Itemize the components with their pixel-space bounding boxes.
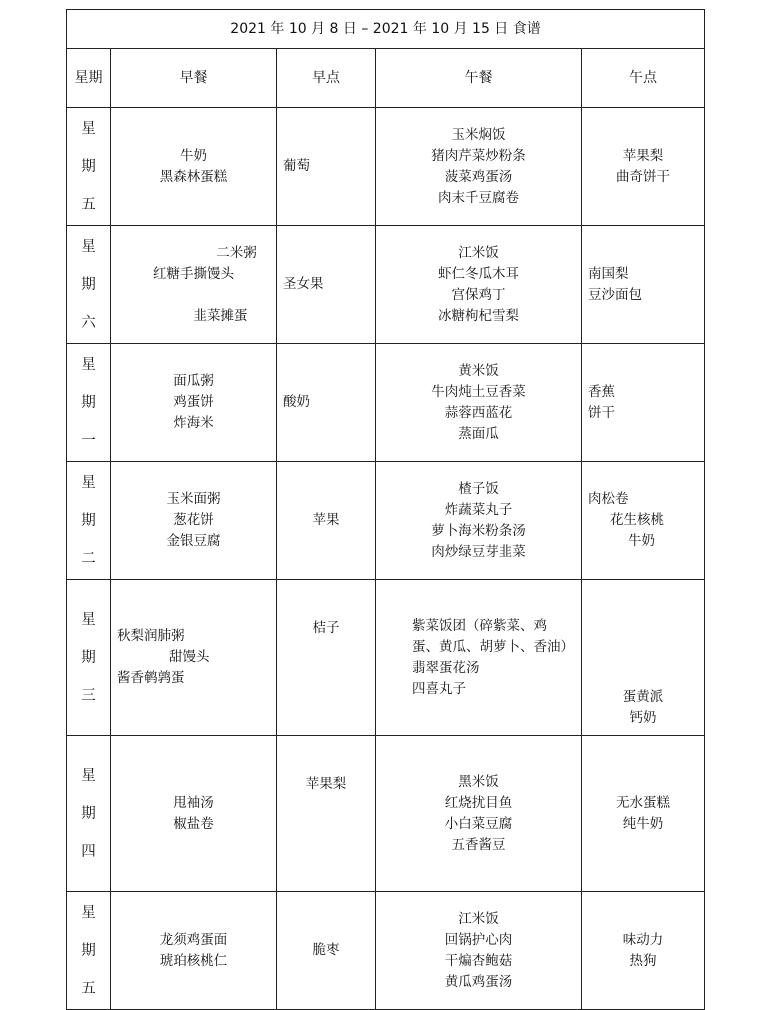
menu-item: 韭菜摊蛋 [193, 307, 248, 324]
header-morning-snack: 早点 [277, 49, 376, 108]
header-lunch: 午餐 [376, 49, 582, 108]
menu-item: 饼干 [588, 404, 615, 421]
menu-item: 纯牛奶 [622, 815, 664, 832]
table-row [67, 226, 705, 344]
menu-item: 豆沙面包 [588, 286, 642, 303]
menu-item: 楂子饭 [458, 480, 499, 497]
weekday-char: 星 [81, 767, 96, 784]
menu-item: 香蕉 [588, 383, 615, 400]
breakfast-cell [111, 892, 277, 1010]
menu-item: 椒盐卷 [173, 815, 214, 832]
menu-item: 紫菜饭团（碎紫菜、鸡蛋、黄瓜、胡萝卜、香油） [412, 617, 574, 655]
breakfast-cell [111, 580, 277, 736]
menu-item: 葱花饼 [173, 512, 214, 528]
table-row [67, 462, 705, 580]
table-row [67, 108, 705, 226]
menu-item: 苹果梨 [622, 147, 664, 164]
menu-sheet [66, 9, 704, 1010]
lunch-cell [376, 108, 582, 226]
morning-snack-cell [277, 108, 376, 226]
afternoon-snack-cell [582, 462, 705, 580]
lunch-cell [376, 580, 582, 736]
menu-item: 无水蛋糕 [616, 794, 671, 811]
breakfast-cell [111, 344, 277, 462]
menu-item: 苹果梨 [305, 776, 347, 792]
weekday-cell [67, 108, 111, 226]
header-breakfast: 早餐 [111, 49, 277, 108]
morning-snack-cell [277, 736, 376, 892]
breakfast-cell [111, 462, 277, 580]
menu-item: 面瓜粥 [173, 373, 214, 389]
lunch-cell [376, 462, 582, 580]
weekday-char: 四 [81, 843, 96, 860]
menu-item: 江米饭 [458, 244, 499, 261]
menu-item: 回锅护心肉 [444, 931, 513, 948]
breakfast-cell [111, 736, 277, 892]
menu-item: 肉松卷 [588, 491, 629, 507]
menu-item: 酸奶 [283, 394, 310, 410]
header-weekday: 星期 [67, 49, 111, 108]
menu-item: 肉炒绿豆芽韭菜 [431, 543, 526, 560]
weekday-cell [67, 462, 111, 580]
menu-item: 鸡蛋饼 [173, 394, 214, 410]
weekday-char: 星 [81, 904, 96, 921]
afternoon-snack-cell [582, 892, 705, 1010]
lunch-cell [376, 226, 582, 344]
menu-table [66, 9, 705, 1010]
weekday-char: 星 [81, 238, 96, 255]
morning-snack-cell [277, 892, 376, 1010]
menu-item: 虾仁冬瓜木耳 [438, 265, 519, 282]
menu-item: 萝卜海米粉条汤 [431, 522, 526, 539]
weekday-char: 期 [81, 649, 96, 666]
morning-snack-cell [277, 344, 376, 462]
lunch-cell [376, 736, 582, 892]
menu-rows [67, 108, 705, 1010]
weekday-char: 期 [81, 158, 96, 175]
weekday-cell [67, 736, 111, 892]
menu-item: 红烧扰目鱼 [444, 794, 513, 811]
menu-item: 牛肉炖土豆香菜 [431, 383, 526, 400]
menu-item: 桔子 [312, 620, 340, 636]
weekday-cell [67, 580, 111, 736]
menu-item: 干煸杏鲍菇 [444, 952, 513, 969]
table-row [67, 736, 705, 892]
menu-item: 钙奶 [629, 710, 657, 726]
morning-snack-cell [277, 462, 376, 580]
weekday-char: 星 [81, 474, 96, 491]
menu-item: 金银豆腐 [166, 533, 221, 549]
table-row [67, 892, 705, 1010]
menu-title: 2021 年 10 月 8 日 – 2021 年 10 月 15 日 食谱 [67, 10, 705, 49]
menu-item: 苹果 [312, 512, 340, 528]
header-afternoon-snack: 午点 [582, 49, 705, 108]
weekday-char: 一 [81, 432, 96, 449]
weekday-char: 期 [81, 394, 96, 411]
menu-item: 蒜蓉西蓝花 [444, 404, 513, 421]
weekday-char: 期 [81, 942, 96, 959]
weekday-cell [67, 344, 111, 462]
menu-item: 黄米饭 [458, 362, 499, 379]
weekday-char: 星 [81, 356, 96, 373]
menu-item: 花生核桃 [610, 512, 664, 528]
menu-item: 蛋黄派 [622, 689, 664, 705]
weekday-char: 星 [81, 120, 96, 137]
weekday-char: 星 [81, 611, 96, 628]
weekday-cell [67, 226, 111, 344]
menu-item: 五香酱豆 [451, 836, 506, 853]
menu-item: 牛奶 [628, 533, 655, 549]
menu-item: 黑米饭 [458, 773, 499, 790]
afternoon-snack-cell [582, 736, 705, 892]
title-row [67, 10, 705, 49]
menu-item: 炸蔬菜丸子 [444, 501, 513, 518]
menu-item: 牛奶 [180, 147, 207, 164]
weekday-char: 期 [81, 276, 96, 293]
menu-item: 江米饭 [458, 910, 499, 927]
menu-item: 蒸面瓜 [458, 425, 499, 442]
weekday-char: 五 [81, 980, 96, 997]
afternoon-snack-cell [582, 344, 705, 462]
menu-item: 味动力 [622, 931, 664, 948]
menu-item: 玉米面粥 [166, 491, 221, 507]
weekday-char: 六 [81, 314, 96, 331]
menu-item: 葡萄 [283, 158, 310, 174]
weekday-char: 期 [81, 512, 96, 529]
breakfast-cell [111, 108, 277, 226]
afternoon-snack-cell [582, 226, 705, 344]
menu-item: 肉末千豆腐卷 [438, 189, 519, 206]
menu-item: 脆枣 [312, 942, 340, 958]
weekday-char: 五 [81, 196, 96, 213]
menu-item: 甩袖汤 [173, 794, 214, 811]
menu-item: 热狗 [629, 952, 657, 969]
menu-item: 小白菜豆腐 [444, 815, 513, 832]
afternoon-snack-cell [582, 108, 705, 226]
menu-item: 曲奇饼干 [616, 168, 671, 185]
weekday-char: 二 [81, 550, 96, 567]
menu-item: 四喜丸子 [412, 680, 466, 697]
menu-item: 酱香鹌鹑蛋 [117, 670, 185, 686]
menu-item: 宫保鸡丁 [451, 286, 506, 303]
menu-item: 红糖手撕馒头 [153, 265, 234, 282]
menu-item [111, 285, 276, 306]
table-row [67, 344, 705, 462]
weekday-char: 三 [81, 687, 96, 704]
header-row [67, 49, 705, 108]
breakfast-cell [111, 226, 277, 344]
menu-item: 黑森林蛋糕 [159, 168, 228, 185]
menu-item: 圣女果 [283, 276, 324, 292]
menu-item: 炸海米 [173, 415, 214, 431]
lunch-cell [376, 892, 582, 1010]
table-row [67, 580, 705, 736]
menu-item: 翡翠蛋花汤 [412, 659, 480, 676]
menu-item: 琥珀核桃仁 [159, 952, 228, 969]
menu-item: 菠菜鸡蛋汤 [444, 168, 513, 185]
menu-item: 南国梨 [588, 265, 629, 282]
menu-item: 龙须鸡蛋面 [159, 931, 228, 948]
menu-item: 秋梨润肺粥 [117, 628, 185, 644]
lunch-cell [376, 344, 582, 462]
menu-item: 猪肉芹菜炒粉条 [431, 147, 526, 164]
weekday-char: 期 [81, 805, 96, 822]
afternoon-snack-cell [582, 580, 705, 736]
morning-snack-cell [277, 580, 376, 736]
menu-item: 甜馒头 [169, 649, 210, 665]
menu-item: 二米粥 [216, 244, 257, 261]
menu-item: 冰糖枸杞雪梨 [438, 307, 519, 324]
weekday-cell [67, 892, 111, 1010]
morning-snack-cell [277, 226, 376, 344]
menu-item: 黄瓜鸡蛋汤 [444, 973, 513, 990]
menu-item: 玉米焖饭 [451, 126, 506, 143]
